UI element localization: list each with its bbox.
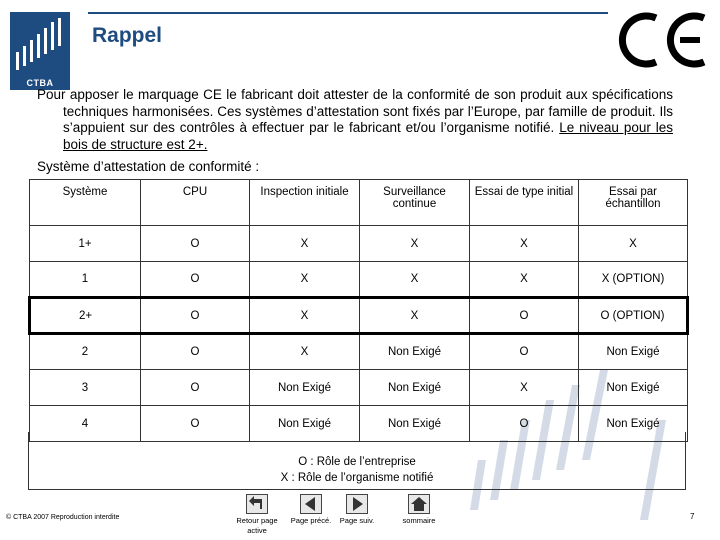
home-icon — [408, 494, 430, 514]
header-systeme: Système — [30, 180, 141, 226]
header-cpu: CPU — [141, 180, 250, 226]
table-cell: Non Exigé — [579, 334, 688, 370]
table-cell: 2 — [30, 334, 141, 370]
intro-sentence: Pour apposer le marquage CE le fabricant doit attester de la conformité de son produit aux spécifications techniques harmonisées. Ces systèmes d’attestation sont fixés par l’Europe, par famille de produit. Ils s’appuient sur des contrôles à effectuer par le fabricant et/ou l’organisme notifié. — [37, 87, 673, 135]
table-cell: Non Exigé — [360, 406, 470, 442]
table-cell: X — [360, 298, 470, 334]
header-essai-echantillon: Essai par échantillon — [579, 180, 688, 226]
structure-level-note: Le niveau pour les bois de structure est 2+. — [63, 120, 674, 152]
table-cell: 4 — [30, 406, 141, 442]
table-cell: X — [360, 262, 470, 298]
return-active-page-button[interactable] — [228, 494, 286, 536]
table-cell: 1 — [30, 262, 141, 298]
table-cell: X — [250, 262, 360, 298]
attestation-subtitle: Système d’attestation de conformité : — [37, 159, 260, 174]
table-cell: X — [470, 370, 579, 406]
table-cell: X — [250, 298, 360, 334]
page-title: Rappel — [92, 24, 163, 47]
copyright-notice: © CTBA 2007 Reproduction interdite — [6, 514, 120, 521]
next-page-button[interactable] — [328, 494, 386, 526]
table-cell: Non Exigé — [250, 406, 360, 442]
legend — [28, 454, 686, 486]
table-cell: O — [470, 334, 579, 370]
table-cell: 1+ — [30, 226, 141, 262]
next-label: Page suiv. — [339, 516, 375, 525]
table-cell: 3 — [30, 370, 141, 406]
logo-text: CTBA — [26, 78, 54, 88]
summary-button[interactable] — [390, 494, 448, 526]
table-cell: O — [141, 262, 250, 298]
header-essai-type-initial: Essai de type initial — [470, 180, 579, 226]
table-cell: Non Exigé — [360, 334, 470, 370]
legend-organisme: X : Rôle de l’organisme notifié — [280, 472, 434, 484]
legend-entreprise: O : Rôle de l’entreprise — [298, 456, 416, 468]
table-cell: X — [250, 334, 360, 370]
intro-paragraph — [37, 87, 673, 153]
table-cell: X — [579, 226, 688, 262]
table-row — [30, 226, 688, 262]
return-label: Retour page active — [236, 516, 278, 535]
table-cell: X — [470, 226, 579, 262]
table-cell: X — [470, 262, 579, 298]
table-cell: Non Exigé — [579, 406, 688, 442]
table-row — [30, 262, 688, 298]
table-cell: O — [141, 406, 250, 442]
return-arrow-icon — [246, 494, 268, 514]
table-row — [30, 334, 688, 370]
page-number: 7 — [690, 512, 695, 521]
logo-stripes-icon — [10, 12, 70, 78]
table-cell: O — [141, 334, 250, 370]
table-cell: O — [141, 370, 250, 406]
table-cell: X (OPTION) — [579, 262, 688, 298]
next-arrow-icon — [346, 494, 368, 514]
table-cell: O — [141, 298, 250, 334]
table-row — [30, 370, 688, 406]
table-cell: O — [470, 406, 579, 442]
header-surveillance-continue: Surveillance continue — [360, 180, 470, 226]
ctba-logo — [10, 12, 70, 90]
intro-text — [37, 87, 673, 153]
table-cell: Non Exigé — [360, 370, 470, 406]
table-cell: 2+ — [30, 298, 141, 334]
table-cell: X — [360, 226, 470, 262]
ce-mark-icon — [612, 10, 712, 70]
table-header-row — [30, 180, 688, 226]
table-cell: Non Exigé — [579, 370, 688, 406]
summary-label: sommaire — [402, 516, 436, 525]
table-row-highlighted — [30, 298, 688, 334]
previous-arrow-icon — [300, 494, 322, 514]
table-cell: O — [141, 226, 250, 262]
table-cell: O — [470, 298, 579, 334]
attestation-table — [28, 179, 689, 442]
title-divider — [88, 12, 608, 14]
header-inspection-initiale: Inspection initiale — [250, 180, 360, 226]
table-cell: O (OPTION) — [579, 298, 688, 334]
table-cell: X — [250, 226, 360, 262]
table-cell: Non Exigé — [250, 370, 360, 406]
previous-label: Page précé. — [290, 516, 332, 525]
